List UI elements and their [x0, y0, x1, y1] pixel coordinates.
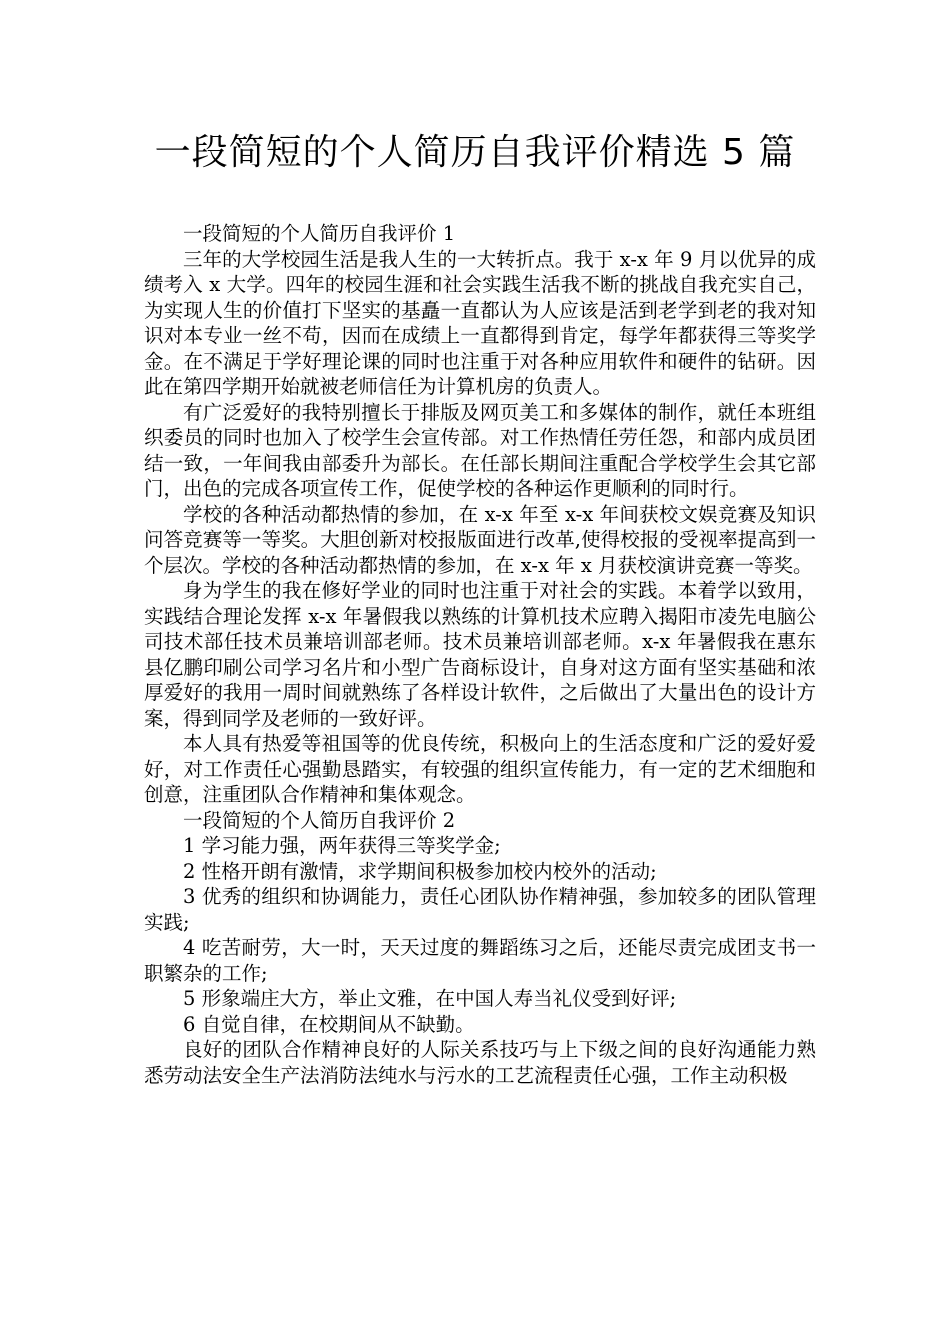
document-title: 一段简短的个人简历自我评价精选 5 篇	[154, 132, 796, 173]
section-heading-1: 一段简短的个人简历自我评价 1	[183, 222, 456, 245]
list-item: 3 优秀的组织和协调能力，责任心团队协作精神强，参加较多的团队管理实践;	[144, 885, 816, 934]
list-item: 5 形象端庄大方，举止文雅，在中国人寿当礼仪受到好评;	[183, 987, 677, 1010]
paragraph: 学校的各种活动都热情的参加，在 x-x 年至 x-x 年间获校文娱竞赛及知识问答竞赛等一等奖。大胆创新对校报版面进行改革,使得校报的受视率提高到一个层次。学校的各种活动都热情的参加，在 x-x 年 x 月获校演讲竞赛一等奖。	[144, 502, 816, 577]
paragraph: 良好的团队合作精神良好的人际关系技巧与上下级之间的良好沟通能力熟悉劳动法安全生产法消防法纯水与污水的工艺流程责任心强，工作主动积极	[144, 1038, 816, 1087]
section-heading-2: 一段简短的个人简历自我评价 2	[183, 808, 456, 832]
list-item: 6 自觉自律，在校期间从不缺勤。	[183, 1012, 475, 1036]
paragraph: 身为学生的我在修好学业的同时也注重于对社会的实践。本着学以致用，实践结合理论发挥 x-x 年暑假我以熟练的计算机技术应聘入揭阳市凌先电脑公司技术部任技术员兼培训部老师。技术员兼培训部老师。x-x 年暑假我在惠东县亿鹏印刷公司学习名片和小型广告商标设计，自身对这方面有坚实基础和浓厚爱好的我用一周时间就熟练了各样设计软件，之后做出了大量出色的设计方案，得到同学及老师的一致好评。	[144, 579, 816, 730]
document-body	[144, 221, 816, 1088]
list-item: 2 性格开朗有激情，求学期间积极参加校内校外的活动;	[183, 859, 657, 883]
paragraph: 有广泛爱好的我特别擅长于排版及网页美工和多媒体的制作，就任本班组织委员的同时也加入了校学生会宣传部。对工作热情任劳任怨，和部内成员团结一致，一年间我由部委升为部长。在任部长期间注重配合学校学生会其它部门，出色的完成各项宣传工作，促使学校的各种运作更顺利的同时行。	[144, 400, 816, 500]
paragraph: 三年的大学校园生活是我人生的一大转折点。我于 x-x 年 9 月以优异的成绩考入 x 大学。四年的校园生涯和社会实践生活我不断的挑战自我充实自己，为实现人生的价值打下坚实的基矗一直都认为人应该是活到老学到老的我对知识对本专业一丝不苟，因而在成绩上一直都得到肯定，每学年都获得三等奖学金。在不满足于学好理论课的同时也注重于对各种应用软件和硬件的钻研。因此在第四学期开始就被老师信任为计算机房的负责人。	[144, 247, 816, 398]
list-item: 4 吃苦耐劳，大一时，天天过度的舞蹈练习之后，还能尽责完成团支书一职繁杂的工作;	[144, 936, 816, 985]
paragraph: 本人具有热爱等祖国等的优良传统，积极向上的生活态度和广泛的爱好爱好，对工作责任心强勤恳踏实，有较强的组织宣传能力，有一定的艺术细胞和创意，注重团队合作精神和集体观念。	[144, 732, 816, 806]
list-item: 1 学习能力强，两年获得三等奖学金;	[183, 834, 501, 857]
